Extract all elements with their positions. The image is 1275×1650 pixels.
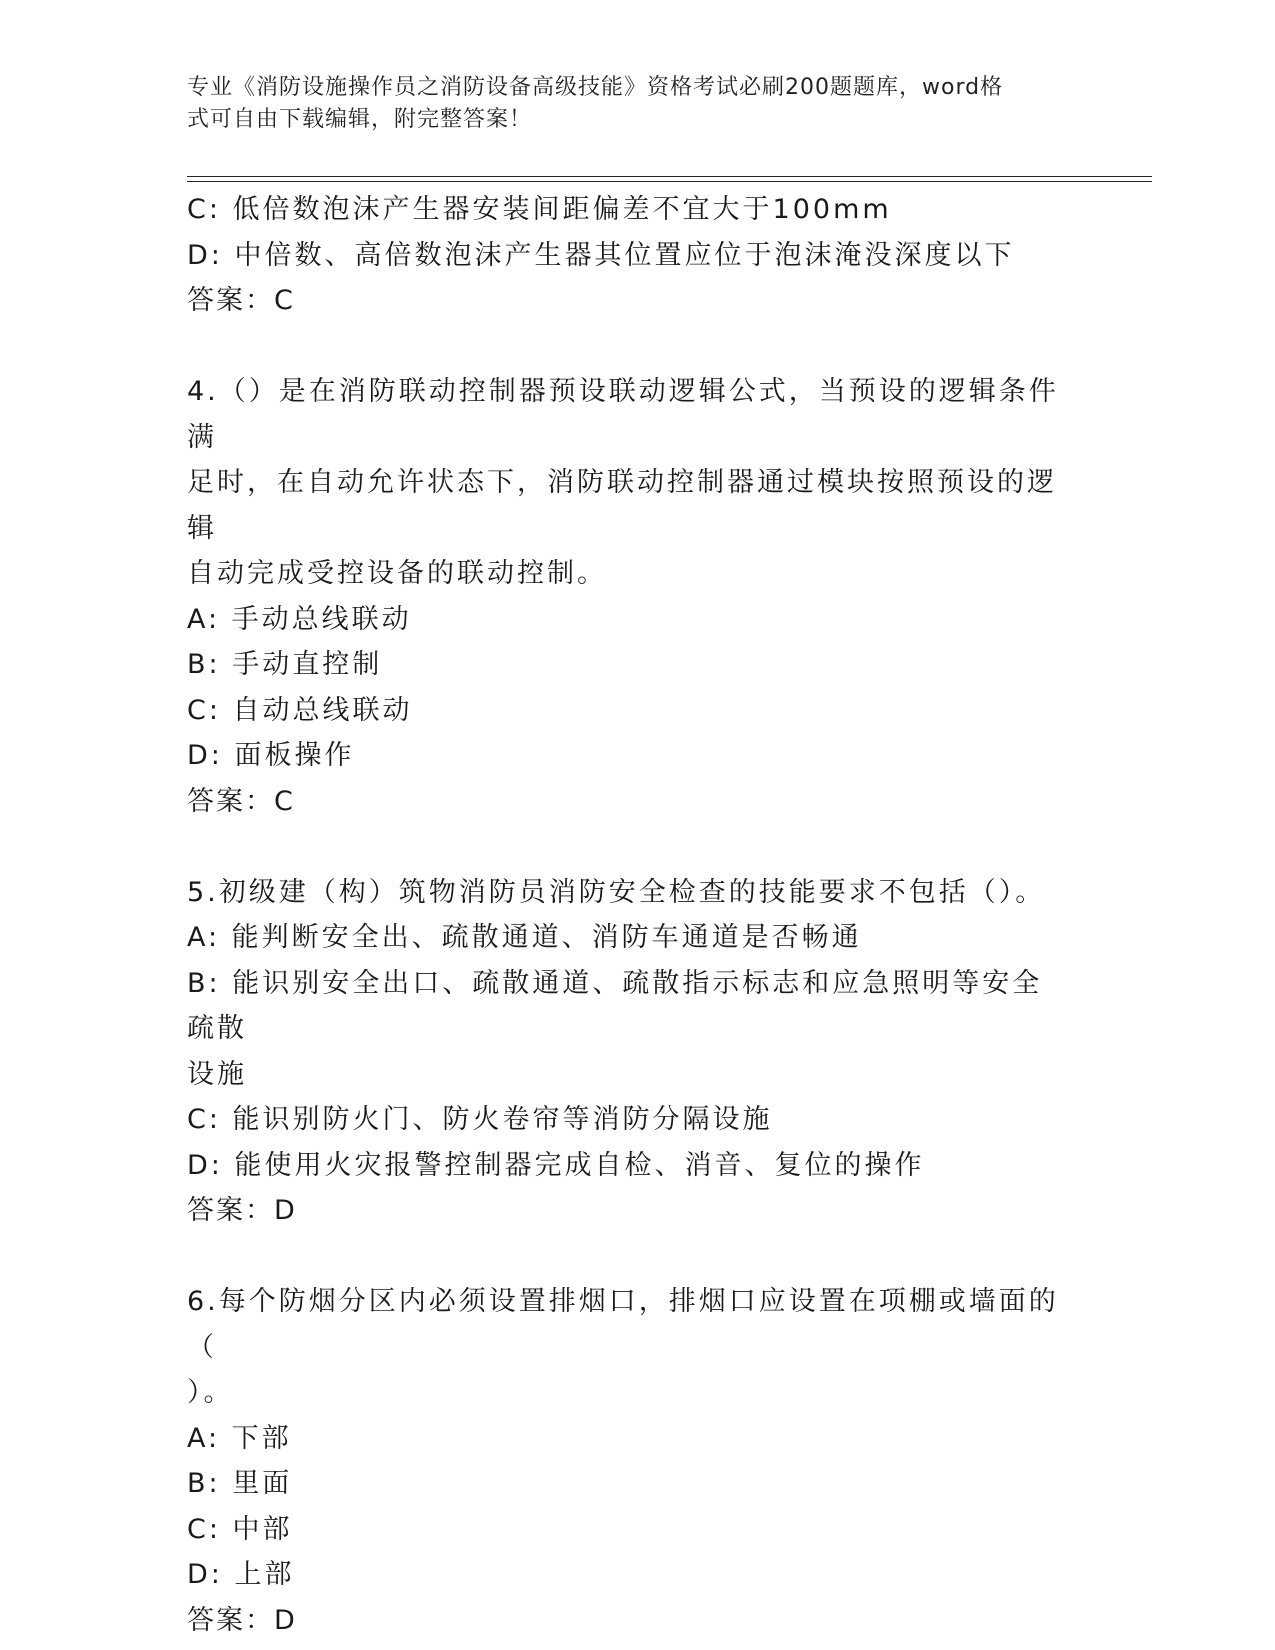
answer-line: 答案：C <box>187 785 295 817</box>
answer-line: 答案：D <box>187 1604 297 1636</box>
question-5 <box>187 870 1067 1234</box>
question-stem-line: 足时，在自动允许状态下，消防联动控制器通过模块按照预设的逻辑 <box>187 467 1057 544</box>
option-a: A: 手动总线联动 <box>187 603 412 635</box>
option-b-continued: 设施 <box>187 1058 247 1090</box>
option-c: C: 自动总线联动 <box>187 694 413 726</box>
question-stem-line: 5.初级建（构）筑物消防员消防安全检查的技能要求不包括（）。 <box>187 876 1046 908</box>
option-a: A: 下部 <box>187 1422 292 1454</box>
option-d: D: 中倍数、高倍数泡沫产生器其位置应位于泡沫淹没深度以下 <box>187 239 1015 271</box>
option-c: C: 能识别防火门、防火卷帘等消防分隔设施 <box>187 1104 773 1135</box>
option-b: B: 里面 <box>187 1468 293 1499</box>
question-stem-line: ）。 <box>187 1377 234 1408</box>
header-title-line-1: 专业《消防设施操作员之消防设备高级技能》资格考试必刷200题题库，word格 <box>187 75 1004 100</box>
option-b: B: 手动直控制 <box>187 649 383 680</box>
header-divider-top <box>187 176 1152 177</box>
option-b: B: 能识别安全出口、疏散通道、疏散指示标志和应急照明等安全疏散 <box>187 967 1043 1044</box>
previous-question-tail <box>187 187 1067 324</box>
header-title-line-2: 式可自由下载编辑，附完整答案！ <box>187 107 533 132</box>
question-stem-line: 4.（）是在消防联动控制器预设联动逻辑公式，当预设的逻辑条件满 <box>187 376 1059 453</box>
question-6 <box>187 1279 1067 1643</box>
option-c: C: 中部 <box>187 1513 293 1545</box>
header-divider-bottom <box>187 181 1152 182</box>
option-c: C: 低倍数泡沫产生器安装间距偏差不宜大于100mm <box>187 194 892 225</box>
document-header <box>187 72 1067 136</box>
answer-line: 答案：C <box>187 285 295 316</box>
answer-line: 答案：D <box>187 1195 297 1226</box>
document-body <box>187 187 1067 1643</box>
question-stem-line: 6.每个防烟分区内必须设置排烟口，排烟口应设置在项棚或墙面的（ <box>187 1286 1059 1363</box>
option-d: D: 面板操作 <box>187 740 355 771</box>
question-4 <box>187 369 1067 824</box>
option-a: A: 能判断安全出、疏散通道、消防车通道是否畅通 <box>187 922 862 953</box>
option-d: D: 上部 <box>187 1559 295 1590</box>
option-d: D: 能使用火灾报警控制器完成自检、消音、复位的操作 <box>187 1149 925 1181</box>
question-stem-line: 自动完成受控设备的联动控制。 <box>187 558 607 589</box>
